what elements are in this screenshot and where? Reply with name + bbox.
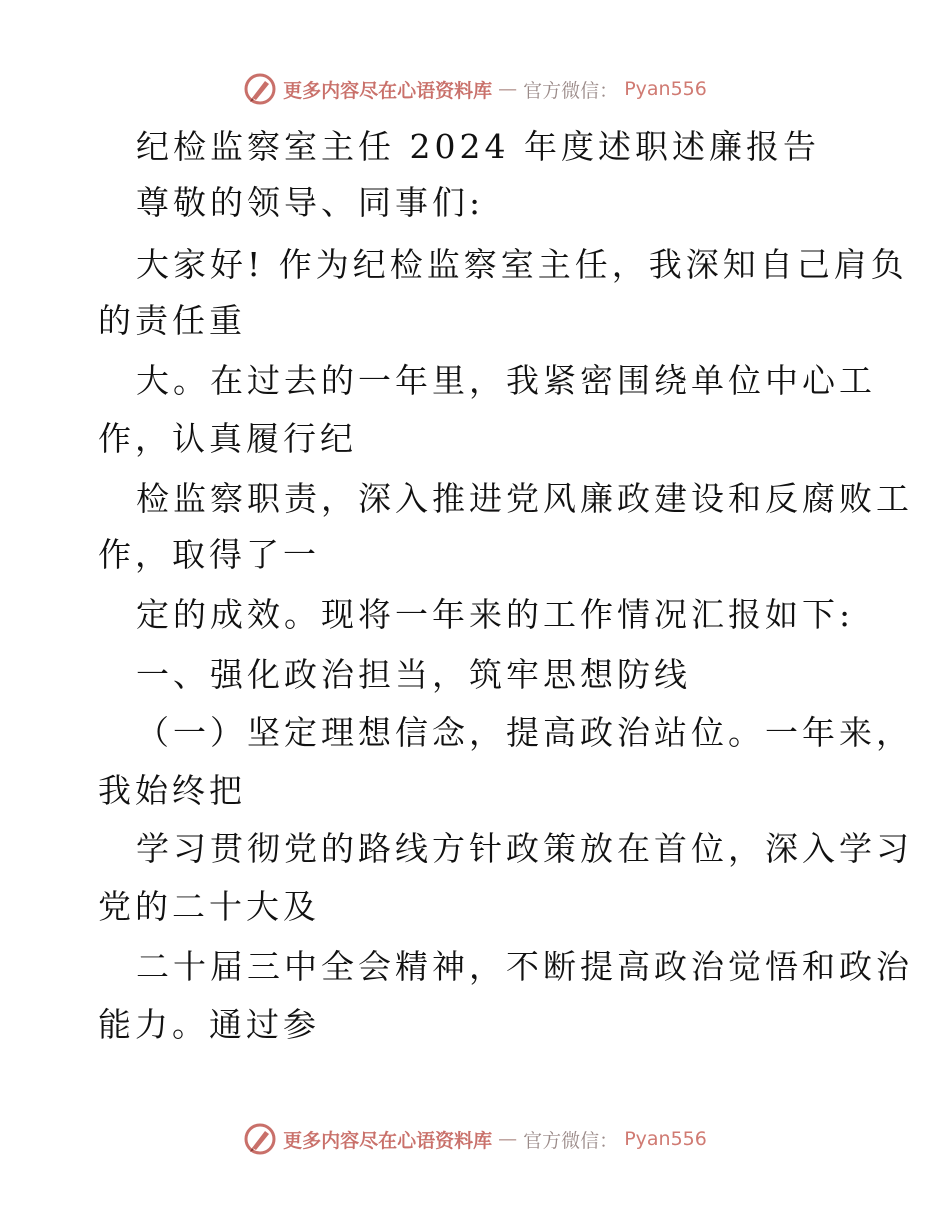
header-watermark (0, 72, 950, 106)
watermark-text: 更多内容尽在心语资料库 (283, 1129, 493, 1152)
doc-line: 作，取得了一 (98, 535, 320, 574)
doc-line: 定的成效。现将一年来的工作情况汇报如下: (136, 595, 855, 634)
doc-line: 尊敬的领导、同事们: (136, 183, 485, 222)
document-title: 纪检监察室主任 2024 年度述职述廉报告 (136, 127, 820, 166)
doc-line: 能力。通过参 (98, 1005, 320, 1044)
watermark-dash: — (498, 78, 518, 100)
watermark-text: 更多内容尽在心语资料库 (283, 79, 493, 102)
doc-line: 的责任重 (98, 301, 246, 340)
doc-line: 学习贯彻党的路线方针政策放在首位，深入学习 (136, 829, 913, 868)
section-heading: 一、强化政治担当，筑牢思想防线 (136, 655, 691, 694)
doc-line: 大。在过去的一年里，我紧密围绕单位中心工 (136, 361, 876, 400)
doc-line: 检监察职责，深入推进党风廉政建设和反腐败工 (136, 479, 913, 518)
pen-logo-icon (243, 72, 277, 106)
doc-line: 我始终把 (98, 771, 246, 810)
doc-line: 大家好! 作为纪检监察室主任，我深知自己肩负 (136, 245, 908, 284)
doc-line: （一）坚定理想信念，提高政治站位。一年来， (136, 713, 913, 752)
doc-line: 二十届三中全会精神，不断提高政治觉悟和政治 (136, 947, 913, 986)
footer-watermark (0, 1122, 950, 1156)
pen-logo-icon (243, 1122, 277, 1156)
watermark-wechat-id: Pyan556 (624, 78, 707, 100)
doc-line: 作，认真履行纪 (98, 419, 357, 458)
watermark-wechat-label: 官方微信： (523, 79, 619, 102)
watermark-wechat-id: Pyan556 (624, 1128, 707, 1150)
watermark-dash: — (498, 1128, 518, 1150)
watermark-wechat-label: 官方微信： (523, 1129, 619, 1152)
doc-line: 党的二十大及 (98, 887, 320, 926)
